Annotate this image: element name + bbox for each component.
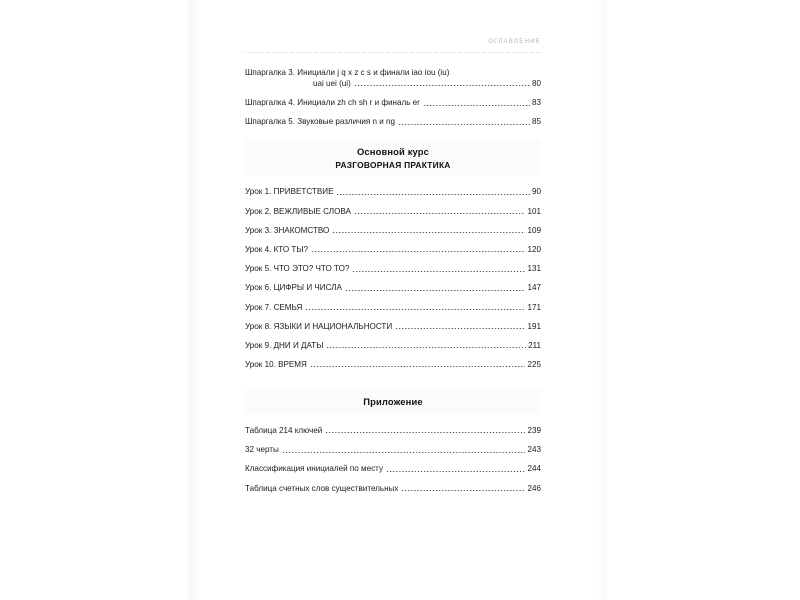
toc-entry-title: Урок 9. ДНИ И ДАТЫ bbox=[245, 340, 324, 350]
page-edge-right-shadow bbox=[598, 0, 610, 600]
toc-entry-continuation bbox=[245, 78, 541, 89]
toc-entry-title: Урок 5. ЧТО ЭТО? ЧТО ТО? bbox=[245, 264, 350, 274]
section-heading-main-course: Основной курс bbox=[356, 146, 430, 158]
toc-entry-page-number: 85 bbox=[531, 117, 541, 127]
dot-leader bbox=[352, 265, 525, 273]
dot-leader bbox=[325, 427, 525, 435]
dot-leader bbox=[345, 284, 526, 292]
toc-entry-title: Классификация инициалей по месту bbox=[245, 464, 383, 474]
dot-leader bbox=[354, 80, 530, 88]
toc-entry-title: Урок 8. ЯЗЫКИ И НАЦИОНАЛЬНОСТИ bbox=[245, 321, 393, 331]
toc-entry-page-number: 191 bbox=[527, 321, 541, 331]
toc-entry-page-number: 147 bbox=[527, 283, 541, 293]
toc-entry-page-number: 246 bbox=[527, 483, 541, 493]
toc-entry-title: Урок 10. ВРЕМЯ bbox=[245, 360, 307, 370]
toc-entry-lesson-9[interactable] bbox=[245, 340, 541, 351]
toc-entry-title: Урок 6. ЦИФРЫ И ЧИСЛА bbox=[245, 283, 342, 293]
toc-entry-page-number: 211 bbox=[528, 340, 541, 350]
toc-entry-page-number: 239 bbox=[527, 426, 541, 436]
page-edge-left-shadow bbox=[186, 0, 200, 600]
dot-leader bbox=[310, 361, 526, 369]
toc-entry-title: Таблица счетных слов существительных bbox=[245, 483, 399, 493]
dot-leader bbox=[398, 118, 530, 126]
toc-entry-page-number: 80 bbox=[531, 79, 541, 88]
toc-entry-page-number: 243 bbox=[527, 445, 541, 455]
dot-leader bbox=[311, 245, 525, 253]
toc-entry-lesson-4[interactable] bbox=[245, 244, 541, 255]
toc-content-column bbox=[245, 0, 541, 502]
section-heading-appendix: Приложение bbox=[363, 396, 423, 408]
toc-entry-page-number: 244 bbox=[527, 464, 541, 474]
toc-entry-page-number: 83 bbox=[531, 98, 541, 108]
dot-leader bbox=[423, 99, 530, 107]
toc-entry-title: Урок 7. СЕМЬЯ bbox=[245, 302, 303, 312]
dot-leader bbox=[395, 322, 525, 330]
toc-entry-lesson-8[interactable] bbox=[245, 321, 541, 332]
toc-entry-title: Шпаргалка 5. Звуковые различия n и ng bbox=[245, 117, 395, 127]
toc-entry-title: Урок 3. ЗНАКОМСТВО bbox=[245, 225, 330, 235]
cheatsheet-entry-list bbox=[245, 67, 541, 127]
toc-entry-lesson-5[interactable] bbox=[245, 263, 541, 274]
toc-entry-title: Урок 1. ПРИВЕТСТВИЕ bbox=[245, 187, 334, 197]
toc-entry-appendix-4[interactable] bbox=[245, 483, 541, 494]
toc-entry-title: Урок 4. КТО ТЫ? bbox=[245, 244, 309, 254]
toc-entry-lesson-2[interactable] bbox=[245, 206, 541, 217]
dot-leader bbox=[326, 341, 526, 349]
toc-entry-appendix-2[interactable] bbox=[245, 444, 541, 455]
toc-entry-cheatsheet-4[interactable] bbox=[245, 97, 541, 108]
appendix-entry-list bbox=[245, 425, 541, 494]
toc-entry-cheatsheet-5[interactable] bbox=[245, 116, 541, 127]
dot-leader bbox=[332, 226, 525, 234]
toc-entry-page-number: 131 bbox=[527, 264, 541, 274]
dot-leader bbox=[354, 207, 526, 215]
dot-leader bbox=[305, 303, 525, 311]
toc-entry-title: Шпаргалка 3. Инициали j q x z c s и финали iao iou (iu) bbox=[245, 68, 450, 77]
dot-leader bbox=[386, 465, 525, 473]
toc-entry-lesson-10[interactable] bbox=[245, 359, 541, 370]
toc-entry-title-line2: uai uei (ui) bbox=[313, 79, 351, 88]
running-head: ОГЛАВЛЕНИЕ bbox=[488, 38, 541, 45]
toc-entry-page-number: 101 bbox=[527, 206, 541, 216]
toc-entry-page-number: 120 bbox=[527, 244, 541, 254]
dot-leader bbox=[336, 188, 530, 196]
toc-entry-lesson-6[interactable] bbox=[245, 282, 541, 293]
toc-entry-cheatsheet-3[interactable] bbox=[245, 67, 541, 89]
toc-entry-page-number: 90 bbox=[531, 187, 541, 197]
toc-entry-title: 32 черты bbox=[245, 445, 279, 455]
section-band-main-course bbox=[245, 139, 541, 176]
toc-entry-appendix-1[interactable] bbox=[245, 425, 541, 436]
toc-entry-appendix-3[interactable] bbox=[245, 463, 541, 474]
toc-entry-page-number: 225 bbox=[527, 360, 541, 370]
toc-entry-lesson-1[interactable] bbox=[245, 186, 541, 197]
dot-leader bbox=[282, 446, 526, 454]
section-band-appendix bbox=[245, 388, 541, 414]
lesson-entry-list bbox=[245, 186, 541, 370]
toc-entry-title: Шпаргалка 4. Инициали zh ch sh r и финаль er bbox=[245, 98, 420, 108]
dot-leader bbox=[401, 484, 525, 492]
toc-entry-lesson-3[interactable] bbox=[245, 225, 541, 236]
toc-entry-title: Урок 2. ВЕЖЛИВЫЕ СЛОВА bbox=[245, 206, 351, 216]
toc-entry-lesson-7[interactable] bbox=[245, 302, 541, 313]
section-subheading-speaking-practice: РАЗГОВОРНАЯ ПРАКТИКА bbox=[335, 160, 451, 171]
header-dotted-rule bbox=[245, 52, 541, 53]
toc-entry-page-number: 109 bbox=[527, 225, 541, 235]
toc-entry-title: Таблица 214 ключей bbox=[245, 426, 323, 436]
toc-entry-page-number: 171 bbox=[527, 302, 541, 312]
